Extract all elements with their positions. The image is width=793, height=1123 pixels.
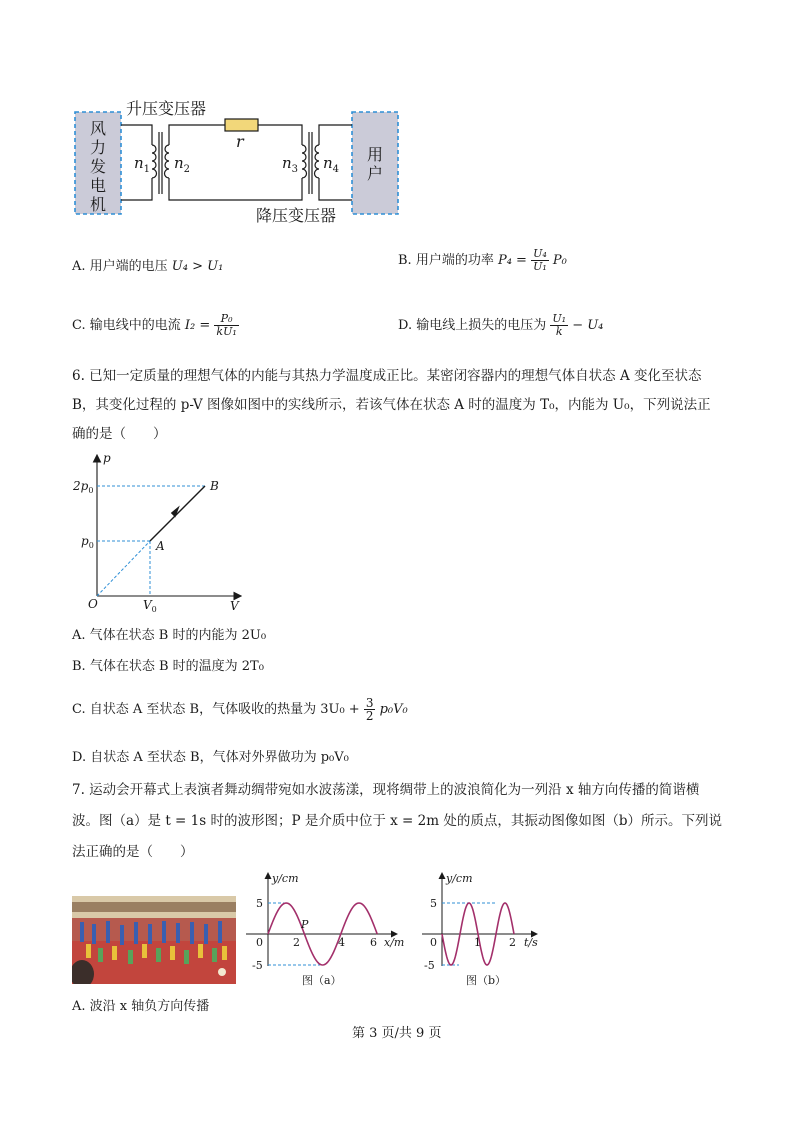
generator-char-3: 发 (90, 157, 107, 176)
q5-option-d-prefix: D. 输电线上损失的电压为 (398, 318, 547, 333)
q5-option-d-rhs: − U₄ (572, 318, 604, 333)
q5-option-c-lhs: I₂ = (184, 318, 211, 333)
q7a-xtick-2: 2 (293, 936, 300, 949)
q7a-xtick-0: 0 (256, 936, 263, 949)
q7a-xtick-4: 4 (338, 936, 345, 949)
resistor-r (225, 119, 258, 131)
n3-label: $n_3$ (282, 154, 299, 175)
q7a-ytick-neg5: -5 (252, 959, 263, 972)
q7-graph-a (244, 870, 412, 990)
page-footer: 第 3 页/共 9 页 (352, 1026, 442, 1041)
q7b-xtick-0: 0 (430, 936, 437, 949)
user-char-2: 户 (367, 164, 384, 183)
q5-option-b[interactable] (398, 248, 567, 273)
q7a-xtick-6: 6 (370, 936, 377, 949)
q7-graph-b (418, 870, 548, 990)
resistor-label: r (236, 132, 244, 151)
q5-option-d-den: k (555, 325, 563, 338)
q5-option-c[interactable] (72, 313, 239, 338)
q5-option-a[interactable] (72, 258, 223, 276)
q6-option-d[interactable]: D. 自状态 A 至状态 B，气体对外界做功为 p₀V₀ (72, 750, 349, 765)
q5-option-b-prefix: B. 用户端的功率 (398, 253, 494, 268)
n2-label: $n_2$ (174, 154, 191, 175)
q5-option-d[interactable] (398, 313, 603, 338)
performers-photo (72, 896, 236, 984)
q6-question (72, 362, 732, 449)
q6-option-c-prefix: C. 自状态 A 至状态 B，气体吸收的热量为 3U₀ + (72, 702, 360, 717)
q6-dash-origin-a (97, 541, 150, 596)
q6-p-axis-label: p (103, 451, 111, 465)
q6-option-c-num: 3 (365, 696, 374, 710)
q6-point-a-label: A (156, 539, 165, 553)
transformer-circuit-diagram (70, 90, 410, 230)
q6-option-c-suffix: p₀V₀ (379, 702, 408, 717)
generator-char-2: 力 (90, 138, 107, 157)
q6-point-b-label: B (210, 479, 219, 493)
n4-label: $n_4$ (323, 154, 340, 175)
q5-option-c-fraction (214, 313, 238, 338)
q6-process-line (150, 486, 205, 541)
q7a-point-p-label: P (301, 918, 309, 931)
step-up-label: 升压变压器 (126, 99, 207, 118)
q5-option-b-num: U₄ (533, 247, 547, 260)
step-down-label: 降压变压器 (256, 206, 337, 225)
q7-line-3: 法正确的是（ ） (72, 844, 194, 860)
q6-v0-label: $V_0$ (143, 598, 157, 614)
q7b-x-axis-label: t/s (524, 936, 538, 949)
q6-option-c[interactable] (72, 697, 408, 722)
q7b-xtick-1: 1 (474, 936, 481, 949)
q7b-xtick-2: 2 (509, 936, 516, 949)
n1-label: $n_1$ (134, 154, 151, 175)
q6-p0-label: $p_0$ (81, 534, 94, 550)
q5-option-c-den: kU₁ (216, 325, 237, 338)
q6-v-axis-label: V (230, 599, 239, 613)
q5-option-a-expr: U₄ > U₁ (171, 259, 224, 274)
q6-option-c-den: 2 (365, 709, 374, 723)
q7a-x-axis-label: x/m (384, 936, 405, 949)
q5-option-b-fraction (531, 248, 549, 273)
q5-option-b-lhs: P₄ = (497, 253, 527, 268)
generator-char-4: 电 (90, 176, 107, 195)
q7b-caption: 图（b） (466, 974, 507, 987)
q5-option-c-prefix: C. 输电线中的电流 (72, 318, 181, 333)
q6-line-1: 6. 已知一定质量的理想气体的内能与其热力学温度成正比。某密闭容器内的理想气体自状态 A 变化至状态 (72, 368, 702, 384)
q6-origin-label: O (88, 597, 98, 611)
generator-char-5: 机 (90, 195, 107, 214)
q7-question (72, 775, 732, 868)
q7b-ytick-neg5: -5 (424, 959, 435, 972)
q6-option-a[interactable]: A. 气体在状态 B 时的内能为 2U₀ (72, 628, 267, 643)
q5-option-b-den: U₁ (533, 260, 547, 273)
q7a-caption: 图（a） (302, 974, 342, 987)
q7-option-a[interactable]: A. 波沿 x 轴负方向传播 (72, 999, 210, 1014)
q7-line-1: 7. 运动会开幕式上表演者舞动绸带宛如水波荡漾，现将绸带上的波浪简化为一列沿 x 轴方向传播的简谐横 (72, 782, 700, 798)
q5-option-d-num: U₁ (552, 312, 567, 325)
q7a-ytick-5: 5 (256, 897, 263, 910)
q6-pv-graph (70, 450, 260, 620)
q7-line-2: 波。图（a）是 t = 1s 时的波形图；P 是介质中位于 x = 2m 处的质点，其振动图像如图（b）所示。下列说 (72, 813, 722, 829)
q7b-y-axis-label: y/cm (446, 872, 473, 885)
q5-option-b-rhs: P₀ (552, 253, 567, 268)
q7b-ytick-5: 5 (430, 897, 437, 910)
q7a-y-axis-label: y/cm (272, 872, 299, 885)
q5-option-d-fraction (550, 313, 568, 338)
q5-option-a-prefix: A. 用户端的电压 (72, 259, 168, 274)
user-char-1: 用 (367, 145, 384, 164)
user-label (367, 145, 383, 183)
q6-line-2: B，其变化过程的 p-V 图像如图中的实线所示，若该气体在状态 A 时的温度为 T₀，内能为 U₀，下列说法正 (72, 397, 711, 413)
generator-label (90, 119, 106, 214)
q5-option-c-num: P₀ (214, 313, 238, 326)
q6-2p0-label: $2p_0$ (73, 479, 94, 495)
q6-option-c-fraction (364, 697, 376, 722)
generator-char-1: 风 (90, 119, 107, 138)
q6-line-3: 确的是（ ） (72, 426, 167, 442)
q6-option-b[interactable]: B. 气体在状态 B 时的温度为 2T₀ (72, 659, 264, 674)
